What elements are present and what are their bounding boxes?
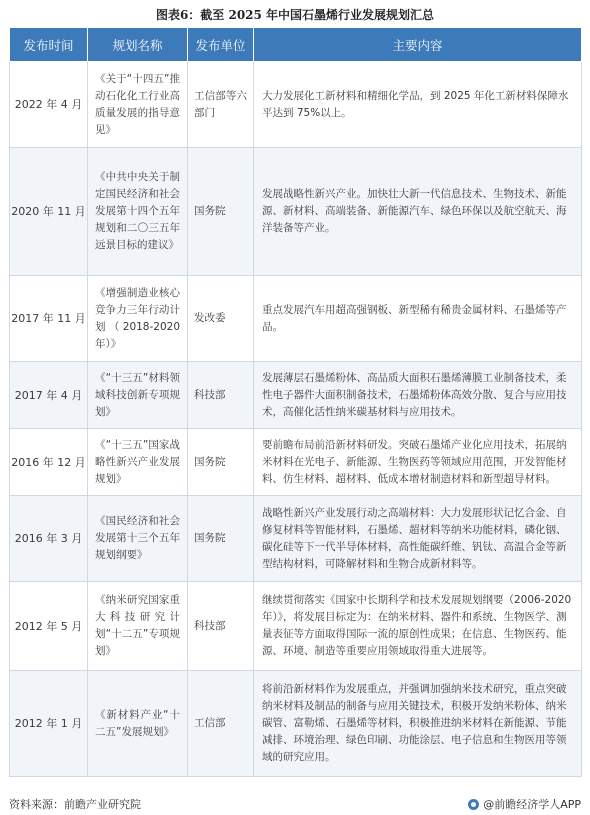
cell-content: 发展战略性新兴产业。加快壮大新一代信息技术、生物技术、新能源、新材料、高端装备、新能源汽车、绿色环保以及航空航天、海洋装备等产业。 (254, 148, 582, 276)
table-header-row (10, 28, 582, 62)
cell-name: 《增强制造业核心竞争力三年行动计划（2018-2020 年）》 (88, 276, 188, 362)
cell-name: 《“十三五”国家战略性新兴产业发展规划》 (88, 429, 188, 496)
table-row (10, 362, 582, 429)
cell-content: 重点发展汽车用超高强钢板、新型稀有稀贵金属材料、石墨烯等产品。 (254, 276, 582, 362)
table-row (10, 582, 582, 671)
cell-date: 2017 年 11 月 (10, 276, 88, 362)
cell-content: 发展薄层石墨烯粉体、高品质大面积石墨烯薄膜工业制备技术，柔性电子器件大面积制备技术，石墨烯粉体高效分散、复合与应用技术，高催化活性纳米碳基材料与应用技术。 (254, 362, 582, 429)
source-note: 资料来源：前瞻产业研究院 (9, 798, 141, 811)
cell-date: 2012 年 1 月 (10, 671, 88, 777)
brand-credit (468, 796, 581, 812)
cell-date: 2017 年 4 月 (10, 362, 88, 429)
cell-content: 战略性新兴产业发展行动之高端材料：大力发展形状记忆合金、自修复材料等智能材料，石墨烯、超材料等纳米功能材料，磷化铟、碳化硅等下一代半导体材料，高性能碳纤维、钒钛、高温合金等新型结构材料，可降解材料和生物合成新材料等。 (254, 496, 582, 582)
cell-unit: 国务院 (188, 429, 254, 496)
cell-name: 《国民经济和社会发展第十三个五年规划纲要》 (88, 496, 188, 582)
cell-unit: 国务院 (188, 496, 254, 582)
table-row (10, 429, 582, 496)
cell-unit: 国务院 (188, 148, 254, 276)
cell-content: 继续贯彻落实《国家中长期科学和技术发展规划纲要（2006-2020 年）》，将发展目标定为：在纳米材料、器件和系统、生物医学、测量表征等方面取得国际一流的原创性成果；在信息、生物医药、能源、环境、制造等重要应用领域取得重大进展等。 (254, 582, 582, 671)
table-row (10, 671, 582, 777)
page-title: 图表6：截至 2025 年中国石墨烯行业发展规划汇总 (155, 8, 435, 22)
cell-name: 《“十三五”材料领域科技创新专项规划》 (88, 362, 188, 429)
cell-unit: 科技部 (188, 582, 254, 671)
cell-unit: 工信部等六部门 (188, 62, 254, 148)
cell-date: 2016 年 3 月 (10, 496, 88, 582)
cell-content: 要前瞻布局前沿新材料研发。突破石墨烯产业化应用技术，拓展纳米材料在光电子、新能源、生物医药等领域应用范围，开发智能材料、仿生材料、超材料、低成本增材制造材料和新型超导材料。 (254, 429, 582, 496)
header-date: 发布时间 (10, 28, 88, 62)
cell-date: 2016 年 12 月 (10, 429, 88, 496)
header-unit: 发布单位 (188, 28, 254, 62)
header-content: 主要内容 (254, 28, 582, 62)
cell-date: 2012 年 5 月 (10, 582, 88, 671)
cell-date: 2022 年 4 月 (10, 62, 88, 148)
cell-name: 《纳米研究国家重大科技研究计划“十二五”专项规划》 (88, 582, 188, 671)
table-row (10, 62, 582, 148)
cell-name: 《中共中央关于制定国民经济和社会发展第十四个五年规划和二〇三五年远景目标的建议》 (88, 148, 188, 276)
table-row (10, 148, 582, 276)
brand-logo-icon (468, 799, 479, 810)
cell-content: 将前沿新材料作为发展重点，并强调加强纳米技术研究，重点突破纳米材料及制品的制备与应用关键技术，积极开发纳米粉体、纳米碳管、富勒烯、石墨烯等材料，积极推进纳米材料在新能源、节能减排、环境治理、绿色印刷、功能涂层、电子信息和生物医用等领域的研究应用。 (254, 671, 582, 777)
cell-unit: 发改委 (188, 276, 254, 362)
cell-unit: 科技部 (188, 362, 254, 429)
planning-table (9, 27, 582, 777)
cell-date: 2020 年 11 月 (10, 148, 88, 276)
header-name: 规划名称 (88, 28, 188, 62)
cell-name: 《关于“十四五”推动石化化工行业高质量发展的指导意见》 (88, 62, 188, 148)
cell-unit: 工信部 (188, 671, 254, 777)
cell-name: 《新材料产业“十二五”发展规划》 (88, 671, 188, 777)
table-row (10, 276, 582, 362)
brand-label: @前瞻经济学人APP (483, 798, 581, 811)
table-row (10, 496, 582, 582)
cell-content: 大力发展化工新材料和精细化学品，到 2025 年化工新材料保障水平达到 75%以上。 (254, 62, 582, 148)
